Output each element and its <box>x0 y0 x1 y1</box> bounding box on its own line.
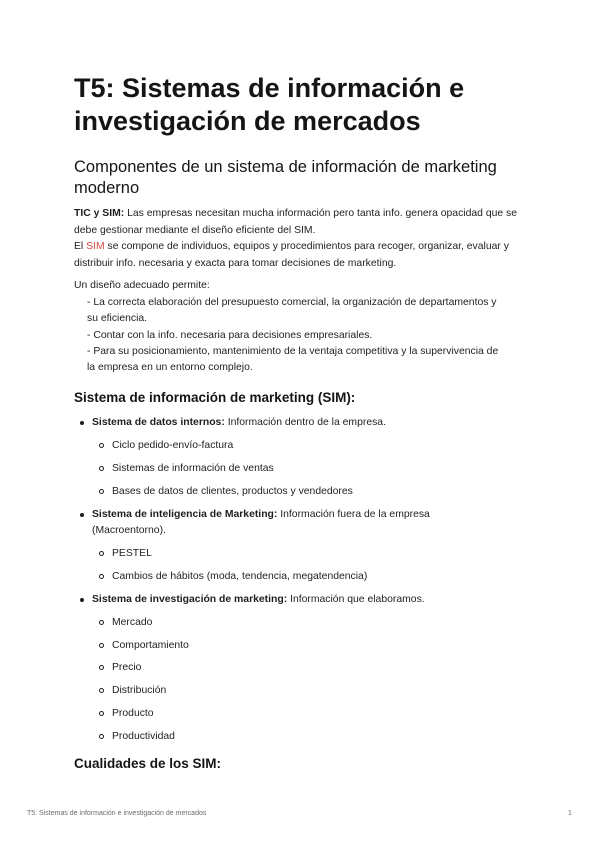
list-item-text: Productividad <box>112 731 175 742</box>
circle-bullet-icon <box>99 551 104 556</box>
circle-bullet-icon <box>99 688 104 693</box>
list-item-text: Bases de datos de clientes, productos y vendedores <box>112 486 353 497</box>
list-item <box>112 461 492 477</box>
bullet-icon <box>80 513 84 517</box>
list-item <box>112 729 492 745</box>
circle-bullet-icon <box>99 443 104 448</box>
list-item-text: PESTEL <box>112 548 152 559</box>
page-title: T5: Sistemas de información e investigación de mercados <box>74 73 465 136</box>
paragraph-lead: TIC y SIM: <box>74 208 125 219</box>
list-item-text: Distribución <box>112 685 167 696</box>
footer-title: T5: Sistemas de información e investigación de mercados <box>27 810 207 817</box>
paragraph-text: Las empresas necesitan mucha información pero tanta info. genera opacidad que se debe gestionar mediante el diseño eficiente del SIM. <box>74 208 518 236</box>
circle-bullet-icon <box>99 620 104 625</box>
sim-group-investigacion <box>92 592 492 608</box>
circle-bullet-icon <box>99 643 104 648</box>
group-text: Información dentro de la empresa. <box>224 417 386 428</box>
list-item <box>112 438 492 454</box>
list-item-text: Ciclo pedido-envío-factura <box>112 440 234 451</box>
circle-bullet-icon <box>99 489 104 494</box>
circle-bullet-icon <box>99 574 104 579</box>
list-item <box>112 546 492 562</box>
group-label: Sistema de datos internos: <box>92 417 225 428</box>
page-number: 1 <box>568 810 572 817</box>
paragraph-pre: El <box>74 241 87 252</box>
list-item <box>112 638 492 654</box>
list-item <box>112 484 492 500</box>
group-text: Información que elaboramos. <box>287 594 425 605</box>
section-heading-componentes: Componentes de un sistema de información de marketing moderno <box>74 158 497 197</box>
section-heading-cualidades: Cualidades de los SIM: <box>74 756 222 771</box>
highlight-sim: SIM <box>86 241 105 252</box>
list-item <box>112 569 492 585</box>
circle-bullet-icon <box>99 466 104 471</box>
list-item: - La correcta elaboración del presupuesto comercial, la organización de departamentos y su eficiencia. <box>87 297 497 325</box>
list-item-text: Precio <box>112 662 142 673</box>
list-item: - Contar con la info. necesaria para decisiones empresariales. <box>87 329 373 341</box>
paragraph-post: se compone de individuos, equipos y procedimientos para recoger, organizar, evaluar y distribuir info. necesaria y exacta para tomar decisiones de marketing. <box>74 241 509 269</box>
bullet-icon <box>80 421 84 425</box>
list-item <box>112 683 492 699</box>
list-item-text: Mercado <box>112 617 153 628</box>
paragraph-sim-definition <box>74 239 534 272</box>
list-item-text: Producto <box>112 708 154 719</box>
list-item: - Para su posicionamiento, mantenimiento de la ventaja competitiva y la supervivencia de la empresa en un entorno complejo. <box>87 345 499 374</box>
list-item-text: Comportamiento <box>112 640 189 651</box>
paragraph-tic-sim <box>74 206 534 239</box>
list-item-text: Cambios de hábitos (moda, tendencia, megatendencia) <box>112 571 368 582</box>
group-label: Sistema de investigación de marketing: <box>92 594 288 605</box>
list-item <box>112 660 492 676</box>
bullet-icon <box>80 598 84 602</box>
circle-bullet-icon <box>99 711 104 716</box>
list-item <box>112 706 492 722</box>
group-text: Información fuera de la empresa (Macroentorno). <box>92 509 430 537</box>
sim-group-inteligencia <box>92 507 477 540</box>
dash-list <box>87 295 507 376</box>
paragraph-diseno: Un diseño adecuado permite: <box>74 280 210 291</box>
group-label: Sistema de inteligencia de Marketing: <box>92 509 278 520</box>
section-heading-sim: Sistema de información de marketing (SIM): <box>74 390 356 405</box>
list-item <box>112 615 492 631</box>
sim-group-datos-internos <box>92 415 492 431</box>
circle-bullet-icon <box>99 665 104 670</box>
list-item-text: Sistemas de información de ventas <box>112 463 274 474</box>
circle-bullet-icon <box>99 734 104 739</box>
